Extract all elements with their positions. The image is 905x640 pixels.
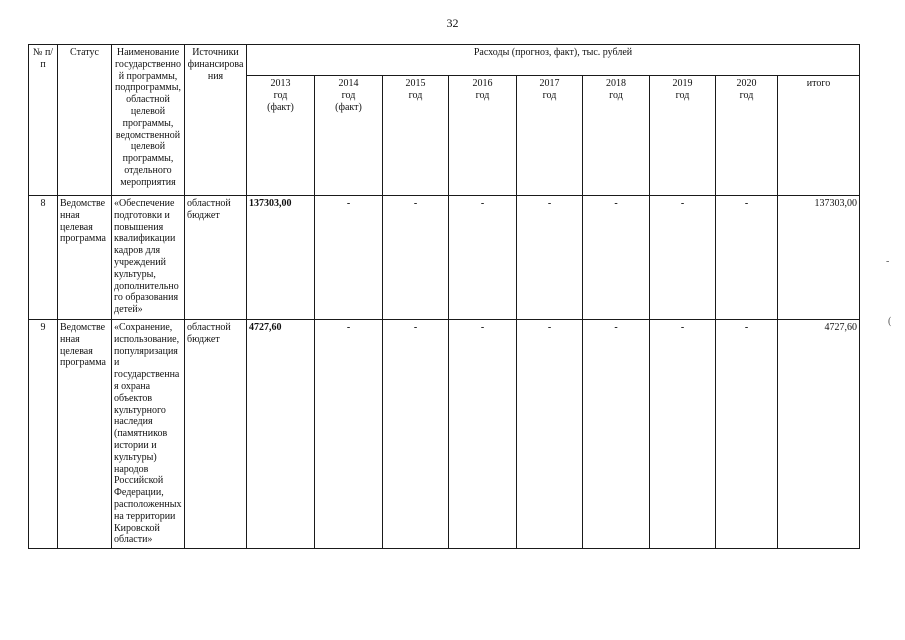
header-year-2016: 2016 год [449,76,517,196]
table-row [29,196,860,320]
value-2014: - [315,196,383,320]
value-total: 4727,60 [778,320,860,549]
row-source: областной бюджет [185,320,247,549]
table-row [29,320,860,549]
value-2015: - [383,196,449,320]
margin-mark: ( [888,316,892,327]
value-2015: - [383,320,449,549]
header-year-2019: 2019 год [650,76,716,196]
value-2013: 4727,60 [247,320,315,549]
value-total: 137303,00 [778,196,860,320]
row-name: «Сохранение, использование, популяризация и государственная охрана объектов культурного наследия (памятников истории и культуры) народов Российской Федерации, расположенных на территории Кировской области» [112,320,185,549]
header-year-2013: 2013 год (факт) [247,76,315,196]
row-number: 9 [29,320,58,549]
value-2017: - [517,320,583,549]
value-2019: - [650,196,716,320]
header-year-2018: 2018 год [583,76,650,196]
value-2016: - [449,196,517,320]
row-name: «Обеспечение подготовки и повышения квалификации кадров для учреждений культуры, дополнительного образования детей» [112,196,185,320]
header-name: Наименование государственной программы, подпрограммы, областной целевой программы, ведомственной целевой программы, отдельного мероприятия [112,45,185,196]
row-number: 8 [29,196,58,320]
header-total: итого [778,76,860,196]
row-status: Ведомственная целевая программа [58,320,112,549]
value-2019: - [650,320,716,549]
value-2013: 137303,00 [247,196,315,320]
value-2018: - [583,320,650,549]
budget-table [28,44,860,549]
header-source: Источники финансирования [185,45,247,196]
value-2020: - [716,196,778,320]
header-status: Статус [58,45,112,196]
value-2018: - [583,196,650,320]
header-expenses: Расходы (прогноз, факт), тыс. рублей [247,45,860,76]
margin-mark: - [886,256,890,267]
header-year-2015: 2015 год [383,76,449,196]
value-2020: - [716,320,778,549]
value-2016: - [449,320,517,549]
value-2017: - [517,196,583,320]
value-2014: - [315,320,383,549]
header-row-1 [29,45,860,76]
header-year-2014: 2014 год (факт) [315,76,383,196]
header-num: № п/п [29,45,58,196]
header-year-2020: 2020 год [716,76,778,196]
row-source: областной бюджет [185,196,247,320]
header-year-2017: 2017 год [517,76,583,196]
row-status: Ведомственная целевая программа [58,196,112,320]
page-number: 32 [446,16,459,30]
